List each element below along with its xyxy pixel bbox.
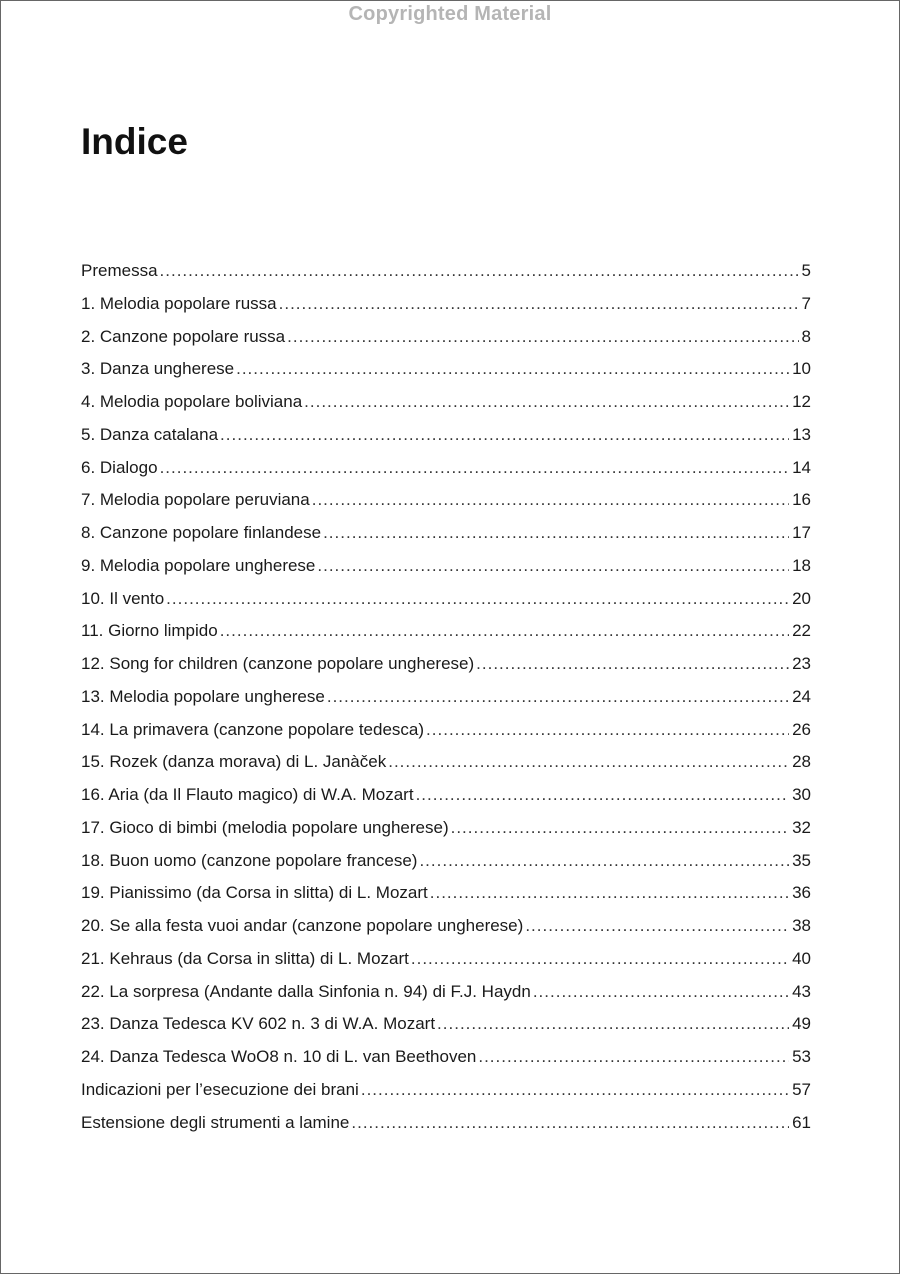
toc-entry-title: 9. Melodia popolare ungherese [81,555,316,575]
toc-entry-title: 7. Melodia popolare peruviana [81,490,310,510]
copyright-watermark: Copyrighted Material [348,3,552,25]
toc-entry [81,490,811,523]
toc-entry-page: 30 [792,785,811,804]
dot-leader [287,327,798,347]
toc-entry [81,851,811,884]
toc-entry-title: 24. Danza Tedesca WoO8 n. 10 di L. van Beethoven [81,1047,477,1066]
dot-leader [323,523,789,543]
toc-entry-page: 61 [792,1112,811,1132]
toc-entry-page: 49 [792,1014,811,1034]
toc-entry-title: 13. Melodia popolare ungherese [81,686,325,706]
toc-entry [81,818,811,851]
toc-entry-title: 4. Melodia popolare boliviana [81,392,303,411]
toc-entry [81,327,811,360]
toc-entry-title: 12. Song for children (canzone popolare ungherese) [81,654,475,673]
toc-entry-page: 12 [792,392,811,411]
toc-entry [81,556,811,589]
dot-leader [419,851,789,871]
toc-entry-title: Premessa [81,261,158,280]
toc-entry [81,359,811,392]
toc-entry-title: 2. Canzone popolare russa [81,326,286,346]
toc-entry-page: 7 [801,293,811,313]
toc-entry-title: 18. Buon uomo (canzone popolare francese) [81,850,418,870]
page-title: Indice [81,121,188,162]
dot-leader [304,392,789,412]
toc-entry-title: 8. Canzone popolare finlandese [81,523,322,542]
dot-leader [533,982,789,1002]
toc-entry [81,1047,811,1080]
toc-entry-title: 23. Danza Tedesca KV 602 n. 3 di W.A. Mozart [81,1014,436,1034]
dot-leader [236,359,789,379]
toc-entry-title: 16. Aria (da Il Flauto magico) di W.A. Mozart [81,785,414,804]
toc-entry-title: Indicazioni per l’esecuzione dei brani [81,1079,359,1099]
dot-leader [220,425,789,445]
dot-leader [476,654,789,674]
dot-leader [166,589,789,609]
dot-leader [451,818,789,838]
dot-leader [317,556,789,576]
toc-entry [81,1080,811,1113]
toc-entry [81,785,811,818]
toc-entry-page: 43 [792,981,811,1001]
toc-entry-page: 22 [792,621,811,641]
toc-entry-title: 15. Rozek (danza morava) di L. Janàček [81,752,387,772]
toc-entry-title: 19. Pianissimo (da Corsa in slitta) di L. Mozart [81,883,428,903]
dot-leader [426,720,789,740]
dot-leader [478,1047,789,1067]
toc-entry-page: 26 [792,719,811,739]
toc-entry [81,949,811,982]
toc-entry [81,720,811,753]
toc-entry-title: 17. Gioco di bimbi (melodia popolare ungherese) [81,817,449,837]
toc-entry [81,687,811,720]
dot-leader [351,1113,789,1133]
toc-entry [81,982,811,1015]
toc-entry-page: 13 [792,424,811,444]
toc-entry-title: 5. Danza catalana [81,424,219,444]
toc-entry [81,752,811,785]
dot-leader [416,785,790,805]
dot-leader [327,687,789,707]
dot-leader [361,1080,789,1100]
toc-entry [81,654,811,687]
toc-entry [81,294,811,327]
toc-entry-title: 20. Se alla festa vuoi andar (canzone popolare ungherese) [81,916,524,935]
dot-leader [160,458,790,478]
toc-entry-page: 5 [801,261,811,280]
toc-entry-page: 16 [792,490,811,510]
toc-entry-page: 20 [792,588,811,608]
toc-entry [81,916,811,949]
toc-entry-page: 17 [792,523,811,542]
toc-entry-page: 10 [792,359,811,379]
toc-entry-page: 40 [792,948,811,968]
toc-entry-page: 53 [792,1047,811,1066]
toc-entry-page: 57 [792,1079,811,1099]
toc-entry [81,425,811,458]
toc-entry [81,523,811,556]
toc-entry-title: 14. La primavera (canzone popolare tedesca) [81,719,425,739]
toc-entry-page: 35 [792,850,811,870]
toc-entry-title: 3. Danza ungherese [81,359,235,379]
toc-entry-title: 22. La sorpresa (Andante dalla Sinfonia n. 94) di F.J. Haydn [81,981,531,1001]
toc-entry [81,1113,811,1146]
toc-entry [81,621,811,654]
dot-leader [388,752,789,772]
toc-entry-page: 32 [792,817,811,837]
toc-entry-title: 6. Dialogo [81,457,158,477]
toc-entry-title: Estensione degli strumenti a lamine [81,1112,350,1132]
toc-entry [81,261,811,294]
dot-leader [312,490,789,510]
toc-entry-page: 38 [792,916,811,935]
dot-leader [430,883,789,903]
table-of-contents [81,261,811,1145]
dot-leader [411,949,789,969]
dot-leader [525,916,789,936]
toc-entry [81,458,811,491]
toc-entry-title: 10. Il vento [81,588,165,608]
dot-leader [437,1014,789,1034]
toc-entry-page: 28 [792,752,811,772]
dot-leader [220,621,789,641]
dot-leader [160,261,799,281]
toc-entry-page: 18 [792,555,811,575]
toc-entry-page: 24 [792,686,811,706]
toc-entry-page: 8 [801,326,811,346]
toc-entry [81,589,811,622]
dot-leader [279,294,799,314]
toc-entry-title: 1. Melodia popolare russa [81,293,277,313]
toc-entry-page: 36 [792,883,811,903]
toc-entry-page: 14 [792,457,811,477]
toc-entry-title: 21. Kehraus (da Corsa in slitta) di L. Mozart [81,948,409,968]
toc-entry-title: 11. Giorno limpido [81,621,218,641]
toc-entry [81,1014,811,1047]
toc-entry [81,883,811,916]
toc-entry [81,392,811,425]
toc-entry-page: 23 [792,654,811,673]
